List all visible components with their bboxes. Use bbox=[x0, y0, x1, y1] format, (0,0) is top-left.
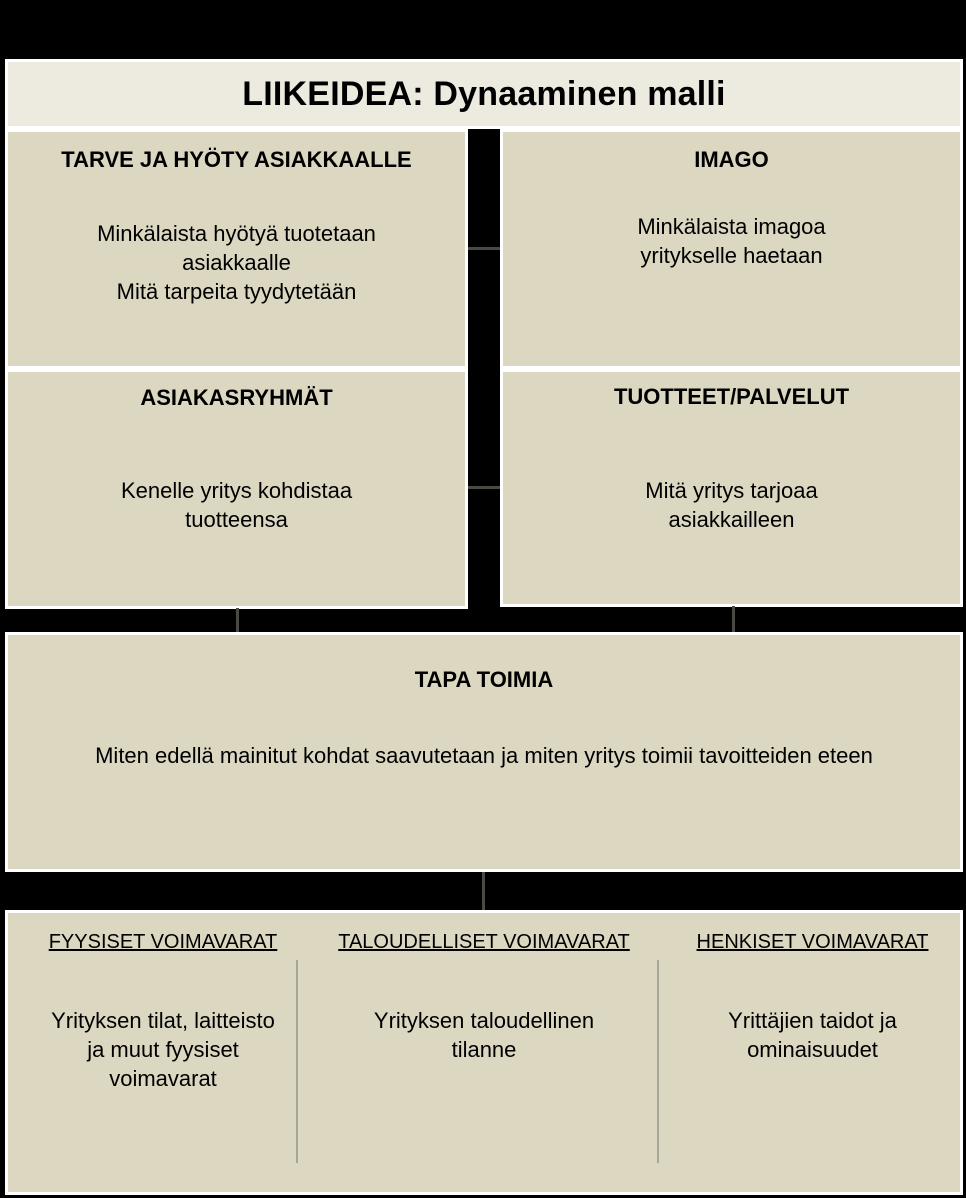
box-need-line-1: Minkälaista hyötyä tuotetaan bbox=[97, 221, 376, 246]
box-customers-text bbox=[18, 476, 455, 534]
resource-physical-line-1: Yrityksen tilat, laitteisto bbox=[51, 1008, 275, 1033]
box-way-of-operating bbox=[5, 632, 963, 872]
resource-human-line-2: ominaisuudet bbox=[747, 1037, 878, 1062]
resource-divider-1 bbox=[296, 960, 298, 1163]
box-need-and-benefit bbox=[5, 129, 468, 369]
box-products-line-2: asiakkailleen bbox=[668, 507, 795, 532]
connector-customers-products bbox=[468, 486, 500, 489]
resource-financial-line-1: Yrityksen taloudellinen bbox=[373, 1008, 595, 1033]
box-products-heading: TUOTTEET/PALVELUT bbox=[613, 384, 850, 409]
box-products-line-1: Mitä yritys tarjoaa bbox=[645, 478, 818, 503]
resource-physical-line-3: voimavarat bbox=[109, 1066, 217, 1091]
connector-way-resources bbox=[482, 872, 485, 910]
box-resources bbox=[5, 910, 963, 1195]
resource-financial-text bbox=[314, 1006, 654, 1064]
box-way-text bbox=[8, 741, 960, 770]
resource-human-text bbox=[670, 1006, 955, 1064]
box-need-text bbox=[18, 219, 455, 306]
resource-financial-line-2: tilanne bbox=[451, 1037, 517, 1062]
box-image bbox=[500, 129, 963, 369]
diagram-title: LIIKEIDEA: Dynaaminen malli bbox=[242, 74, 726, 113]
box-image-line-1: Minkälaista imagoa bbox=[637, 214, 826, 239]
box-way-line-1: Miten edellä mainitut kohdat saavutetaan ja miten yritys toimii tavoitteiden eteen bbox=[95, 743, 873, 768]
diagram-title-box bbox=[5, 59, 963, 129]
box-customer-groups bbox=[5, 369, 468, 609]
box-customers-line-1: Kenelle yritys kohdistaa bbox=[120, 478, 353, 503]
box-need-line-2: asiakkaalle bbox=[182, 250, 291, 275]
resource-physical-text bbox=[18, 1006, 308, 1093]
box-image-heading: IMAGO bbox=[694, 147, 769, 172]
resource-human-line-1: Yrittäjien taidot ja bbox=[728, 1008, 897, 1033]
resource-human-heading: HENKISET VOIMAVARAT bbox=[696, 931, 929, 953]
box-customers-line-2: tuotteensa bbox=[185, 507, 288, 532]
box-way-heading: TAPA TOIMIA bbox=[414, 667, 554, 692]
box-products-text bbox=[513, 476, 950, 534]
resource-physical-line-2: ja muut fyysiset bbox=[87, 1037, 239, 1062]
box-products-services bbox=[500, 369, 963, 607]
connector-customers-way bbox=[236, 608, 239, 632]
connector-products-way bbox=[732, 606, 735, 632]
resource-divider-2 bbox=[657, 960, 659, 1163]
box-image-line-2: yritykselle haetaan bbox=[640, 243, 823, 268]
box-need-line-3: Mitä tarpeita tyydytetään bbox=[116, 279, 357, 304]
resource-financial-heading: TALOUDELLISET VOIMAVARAT bbox=[338, 931, 630, 953]
connector-need-image bbox=[468, 247, 500, 250]
resource-physical-heading: FYYSISET VOIMAVARAT bbox=[48, 931, 278, 953]
box-image-text bbox=[513, 212, 950, 270]
box-customers-heading: ASIAKASRYHMÄT bbox=[140, 385, 333, 410]
box-need-heading: TARVE JA HYÖTY ASIAKKAALLE bbox=[61, 147, 412, 172]
